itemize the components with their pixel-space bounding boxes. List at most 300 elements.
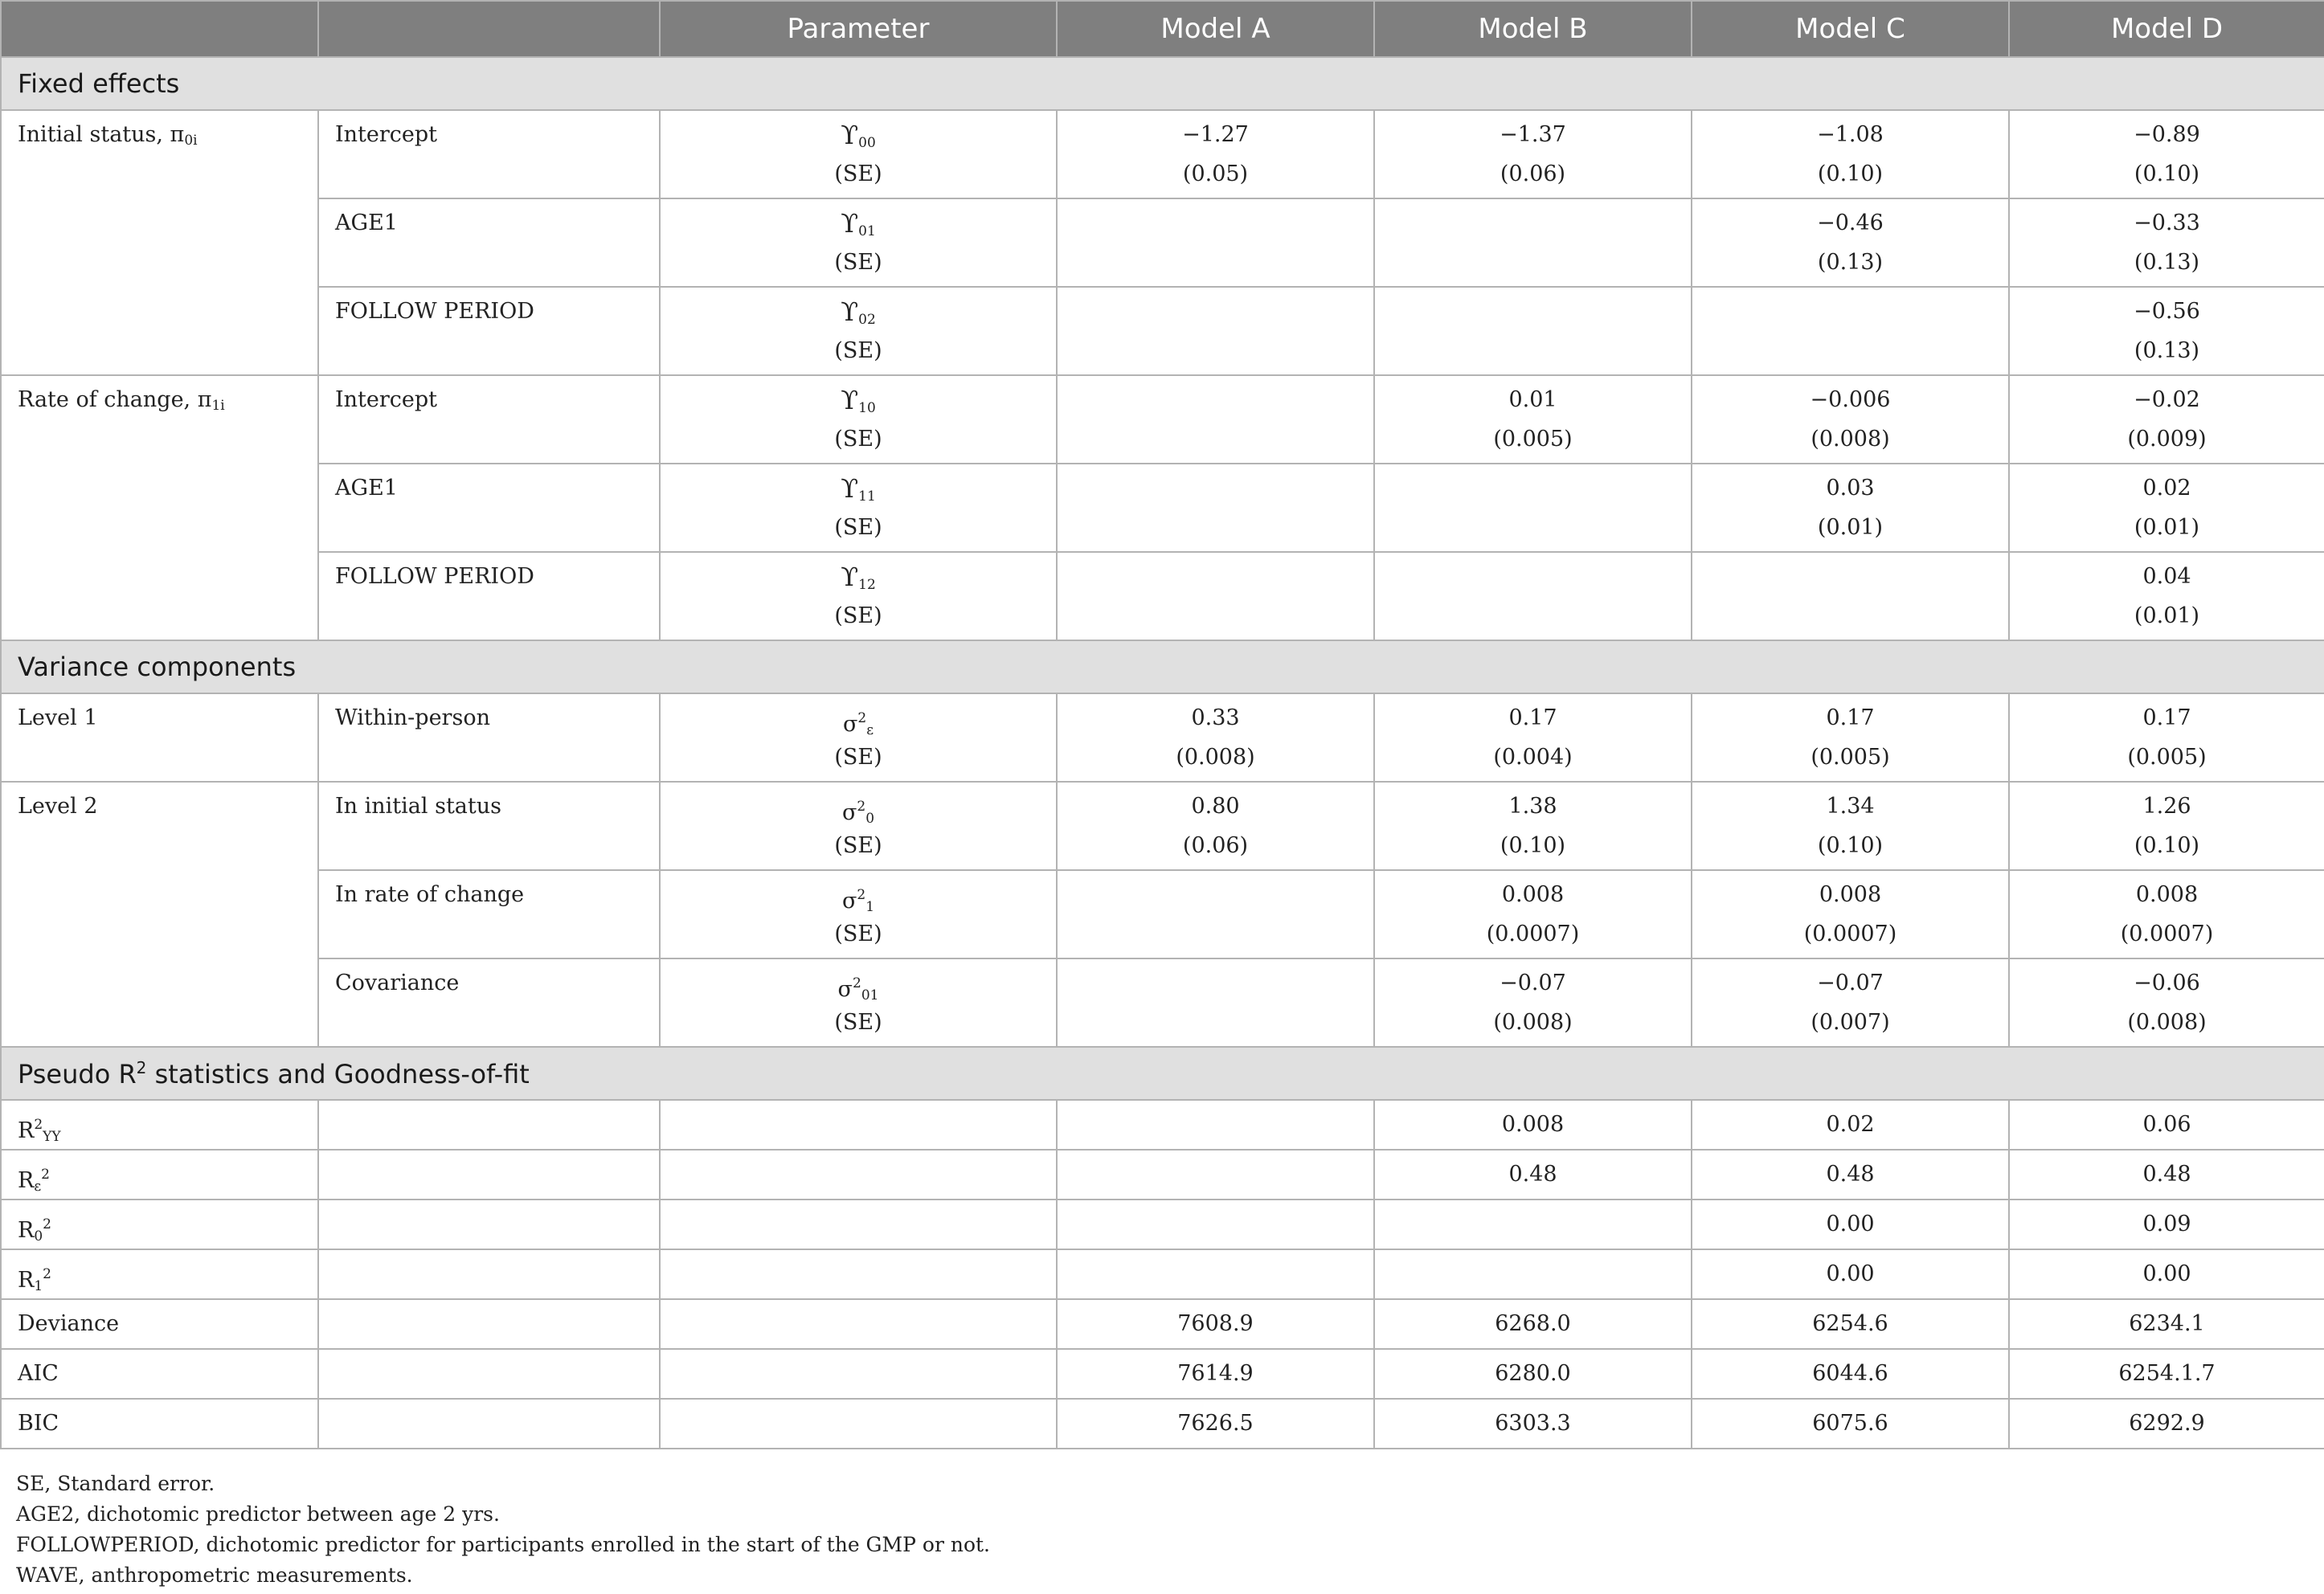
value-cell [2009,1349,2324,1399]
table-row [1,110,2324,198]
fit-statistic-superscript: 2 [43,1216,51,1232]
row-label [318,693,660,782]
table-row [1,287,2324,375]
estimate-value [1058,883,1373,907]
standard-error-value [1058,516,1373,540]
estimate-value: 1.38 [1508,794,1557,819]
value-cell [1692,552,2009,640]
empty-cell [318,1399,660,1449]
estimate-value [1375,565,1691,589]
estimate-value: 0.80 [1191,794,1240,819]
value-cell [1692,375,2009,464]
fit-value: 0.00 [1826,1212,1875,1236]
value-cell [1374,1200,1692,1249]
table-row [1,1249,2324,1299]
empty-cell [660,1299,1057,1349]
parameter-symbol-char: σ [842,712,858,737]
fit-value: 0.008 [1501,1112,1565,1137]
fit-value: 6254.1.7 [2118,1361,2216,1386]
parameter-symbol [661,385,1056,416]
fit-statistic-text [18,1262,317,1294]
value-cell [1057,110,1374,198]
estimate-value [1692,300,2008,324]
empty-cell [660,1249,1057,1299]
fit-statistic-name: Deviance [18,1311,120,1336]
fit-statistic-label [1,1200,318,1249]
row-label [318,552,660,640]
table-row [1,958,2324,1047]
footnote: AGE2, dichotomic predictor between age 2 yrs. [16,1502,500,1526]
fit-statistic-name: R [18,1168,35,1193]
estimate-value: −1.37 [1500,122,1566,147]
estimate-value: −0.46 [1817,210,1884,235]
parameter-subscript: 01 [858,223,876,239]
table-row [1,1349,2324,1399]
row-label-text: Intercept [335,387,438,412]
standard-error-value: (0.005) [2127,745,2207,770]
fit-statistic-name: R [18,1118,35,1143]
value-cell [1692,1200,2009,1249]
value-cell [1374,375,1692,464]
parameter-subscript: 00 [858,135,876,151]
estimate-value: −0.07 [1500,971,1566,995]
estimate-value [1058,300,1373,324]
row-group-subscript: 1i [211,398,225,414]
value-cell [1374,552,1692,640]
parameter-superscript: 2 [857,710,867,726]
parameter-symbol [661,795,1056,827]
fit-value [1375,1212,1691,1236]
table-row [1,1399,2324,1449]
estimate-value [1692,565,2008,589]
estimate-value: −0.06 [2134,971,2200,995]
standard-error-value [1375,251,1691,275]
standard-error-label: (SE) [834,161,882,186]
value-cell [1057,1399,1374,1449]
standard-error-value: (0.005) [1811,745,1890,770]
table-row [1,1299,2324,1349]
value-cell [1057,464,1374,552]
value-cell [1057,1100,1374,1150]
row-label-text: FOLLOW PERIOD [335,564,534,589]
estimate-value: 0.33 [1191,705,1240,730]
empty-cell [318,1349,660,1399]
parameter-symbol-char: σ [841,800,857,825]
row-group-name: Initial status, π [18,122,185,147]
standard-error-value: (0.0007) [1803,922,1897,946]
row-label-text: FOLLOW PERIOD [335,299,534,324]
fit-value: 0.00 [2142,1261,2191,1286]
standard-error-value: (0.13) [2134,338,2200,363]
table-row [1,464,2324,552]
value-cell [2009,1399,2324,1449]
parameter-cell [660,375,1057,464]
value-cell [1692,958,2009,1047]
fit-statistic-label [1,1299,318,1349]
estimate-value: 0.17 [1508,705,1557,730]
row-group-name: Level 1 [18,705,98,730]
header-cell-parameter: Parameter [660,1,1057,57]
parameter-symbol-char: ϒ [841,562,859,592]
empty-cell [318,1200,660,1249]
footnote: FOLLOWPERIOD, dichotomic predictor for participants enrolled in the start of the GMP or not. [16,1533,990,1556]
parameter-cell [660,287,1057,375]
header-cell-model-a: Model A [1057,1,1374,57]
value-cell [2009,782,2324,870]
value-cell [2009,958,2324,1047]
standard-error-value: (0.008) [1176,745,1255,770]
table-row [1,375,2324,464]
parameter-cell [660,110,1057,198]
value-cell [1374,693,1692,782]
fit-value [1058,1212,1373,1236]
parameter-symbol-char: σ [841,889,857,913]
value-cell [2009,110,2324,198]
value-cell [1692,198,2009,287]
value-cell [2009,375,2324,464]
table-row [1,870,2324,958]
section-row-pseudo-r2 [1,1047,2324,1100]
standard-error-value: (0.05) [1182,161,1249,186]
parameter-symbol [661,883,1056,915]
fit-statistic-label [1,1249,318,1299]
parameter-symbol-char: ϒ [841,208,859,239]
value-cell [2009,198,2324,287]
fit-statistic-text [18,1362,317,1386]
value-cell [1374,958,1692,1047]
estimate-value: 0.008 [1819,882,1882,907]
estimate-value: 0.008 [1501,882,1565,907]
section-row-variance [1,640,2324,693]
value-cell [2009,464,2324,552]
fit-statistic-superscript: 2 [43,1266,51,1282]
fit-value: 7614.9 [1177,1361,1254,1386]
standard-error-value: (0.01) [2134,515,2200,540]
fit-value: 6254.6 [1812,1311,1888,1336]
value-cell [1057,870,1374,958]
estimate-value: −0.07 [1817,971,1884,995]
fit-statistic-text [18,1163,317,1195]
table-body [1,57,2324,1449]
parameter-cell [660,552,1057,640]
standard-error-label: (SE) [834,427,882,452]
fit-value [1058,1262,1373,1286]
value-cell [1057,1150,1374,1200]
header-cell-model-d: Model D [2009,1,2324,57]
parameter-symbol [661,208,1056,239]
fit-value [1375,1262,1691,1286]
value-cell [2009,693,2324,782]
table-row [1,1200,2324,1249]
estimate-value: 0.03 [1826,476,1875,501]
table-row [1,198,2324,287]
row-label-text: AGE1 [335,210,398,235]
fit-statistic-label [1,1399,318,1449]
value-cell [1057,1200,1374,1249]
value-cell [2009,287,2324,375]
standard-error-value: (0.0007) [2120,922,2214,946]
value-cell [1057,958,1374,1047]
standard-error-value: (0.06) [1500,161,1566,186]
fit-statistic-label [1,1150,318,1200]
fit-statistic-subscript: 0 [34,1228,43,1245]
fit-value: 7608.9 [1177,1311,1254,1336]
estimate-value [1375,300,1691,324]
row-group-label [1,782,318,1047]
standard-error-value: (0.008) [1811,427,1890,452]
estimate-value: 0.04 [2142,564,2191,589]
value-cell [1692,1349,2009,1399]
standard-error-value [1058,922,1373,946]
value-cell [1374,287,1692,375]
parameter-subscript: 01 [861,987,879,1003]
value-cell [1374,464,1692,552]
standard-error-label: (SE) [834,833,882,858]
parameter-cell [660,782,1057,870]
row-label [318,870,660,958]
parameter-cell [660,464,1057,552]
row-label [318,375,660,464]
section-title-fixed: Fixed effects [1,57,2324,110]
standard-error-value: (0.0007) [1486,922,1580,946]
parameter-cell [660,958,1057,1047]
row-group-text [18,706,317,730]
standard-error-label: (SE) [834,515,882,540]
row-label-text: Intercept [335,122,438,147]
value-cell [2009,1100,2324,1150]
standard-error-value: (0.01) [1817,515,1884,540]
table-row [1,1150,2324,1200]
value-cell [1374,1249,1692,1299]
empty-cell [660,1200,1057,1249]
standard-error-value: (0.008) [1493,1010,1573,1035]
fit-statistic-text [18,1412,317,1436]
empty-cell [318,1100,660,1150]
row-label [318,198,660,287]
fit-statistic-subscript: 1 [34,1278,43,1294]
estimate-value [1058,211,1373,235]
estimate-value: −0.89 [2134,122,2200,147]
fit-value: 0.48 [1508,1162,1557,1187]
estimate-value: −0.02 [2134,387,2200,412]
estimate-value: 1.26 [2142,794,2191,819]
row-label-text: In rate of change [335,882,525,907]
row-group-name: Rate of change, π [18,387,212,412]
value-cell [1692,1100,2009,1150]
fit-value: 6280.0 [1495,1361,1571,1386]
row-label [318,287,660,375]
row-group-label [1,693,318,782]
value-cell [1057,693,1374,782]
standard-error-value: (0.007) [1811,1010,1890,1035]
parameter-symbol-char: ϒ [841,473,859,504]
table-row [1,693,2324,782]
standard-error-value: (0.005) [1493,427,1573,452]
parameter-subscript: ε [866,722,874,738]
header-cell-label [318,1,660,57]
footnote: SE, Standard error. [16,1472,215,1495]
value-cell [2009,870,2324,958]
value-cell [1374,1299,1692,1349]
table-row [1,782,2324,870]
table-row [1,552,2324,640]
parameter-symbol-char: σ [837,977,853,1002]
value-cell [1374,782,1692,870]
value-cell [2009,1200,2324,1249]
standard-error-label: (SE) [834,1010,882,1035]
estimate-value [1375,211,1691,235]
standard-error-value: (0.01) [2134,603,2200,628]
standard-error-value: (0.13) [1817,250,1884,275]
value-cell [1692,110,2009,198]
standard-error-value [1058,427,1373,452]
value-cell [1692,1150,2009,1200]
row-group-label [1,110,318,375]
value-cell [1057,375,1374,464]
value-cell [1374,1100,1692,1150]
value-cell [1057,198,1374,287]
fit-statistic-superscript: 2 [41,1167,50,1183]
section-title-variance: Variance components [1,640,2324,693]
parameter-symbol-char: ϒ [841,385,859,415]
fit-value: 6268.0 [1495,1311,1571,1336]
standard-error-value: (0.10) [1817,833,1884,858]
standard-error-value [1375,604,1691,628]
standard-error-value [1692,604,2008,628]
estimate-value [1058,565,1373,589]
fit-value: 0.06 [2142,1112,2191,1137]
fit-value: 0.02 [1826,1112,1875,1137]
empty-cell [660,1399,1057,1449]
row-label-text: Within-person [335,705,490,730]
parameter-subscript: 02 [858,312,876,328]
parameter-cell [660,693,1057,782]
fit-statistic-text [18,1212,317,1245]
fit-value: 6044.6 [1812,1361,1888,1386]
row-label-text: Covariance [335,971,460,995]
estimate-value [1058,971,1373,995]
standard-error-value [1058,251,1373,275]
estimate-value [1375,476,1691,501]
estimate-value [1058,476,1373,501]
fit-statistic-subscript: YY [43,1129,61,1145]
parameter-subscript: 12 [858,577,876,593]
parameter-symbol [661,296,1056,328]
value-cell [1374,1399,1692,1449]
empty-cell [318,1249,660,1299]
estimate-value: 0.02 [2142,476,2191,501]
value-cell [1692,1299,2009,1349]
parameter-cell [660,198,1057,287]
value-cell [1057,1249,1374,1299]
value-cell [1057,552,1374,640]
standard-error-value: (0.10) [1500,833,1566,858]
parameter-symbol-char: ϒ [841,296,859,327]
fit-value: 0.48 [2142,1162,2191,1187]
row-group-name: Level 2 [18,794,98,819]
standard-error-value [1058,1011,1373,1035]
estimate-value: 0.17 [1826,705,1875,730]
row-label [318,958,660,1047]
parameter-subscript: 11 [858,488,876,505]
parameter-symbol [661,562,1056,593]
empty-cell [660,1150,1057,1200]
estimate-value: −0.006 [1810,387,1891,412]
row-label [318,464,660,552]
empty-cell [318,1150,660,1200]
value-cell [2009,552,2324,640]
standard-error-value: (0.004) [1493,745,1573,770]
parameter-cell [660,870,1057,958]
fit-statistic-name: R [18,1268,35,1293]
value-cell [2009,1150,2324,1200]
standard-error-value: (0.008) [2127,1010,2207,1035]
fit-statistic-name: AIC [18,1361,59,1386]
fit-value: 0.48 [1826,1162,1875,1187]
row-label [318,782,660,870]
table-row [1,1100,2324,1150]
header-row [1,1,2324,57]
value-cell [1374,198,1692,287]
fit-value: 6292.9 [2129,1411,2205,1436]
standard-error-label: (SE) [834,922,882,946]
parameter-symbol [661,120,1056,151]
standard-error-value [1058,339,1373,363]
fit-statistic-label [1,1349,318,1399]
parameter-superscript: 2 [857,887,866,903]
section-title-pseudo-r2: Pseudo $R^2$ statistics and Goodness-of-fit [1,1047,2324,1100]
estimate-value: −1.27 [1182,122,1249,147]
fit-value: 7626.5 [1177,1411,1254,1436]
estimate-value [1058,388,1373,412]
estimate-value: −1.08 [1817,122,1884,147]
fit-statistic-name: R [18,1218,35,1243]
estimate-value: 0.01 [1508,387,1557,412]
estimate-value: −0.33 [2134,210,2200,235]
parameter-superscript: 2 [852,975,861,991]
standard-error-value: (0.009) [2127,427,2207,452]
value-cell [1057,1299,1374,1349]
value-cell [1692,693,2009,782]
value-cell [1374,870,1692,958]
parameter-symbol [661,473,1056,505]
row-group-text [18,123,317,147]
empty-cell [660,1100,1057,1150]
parameter-symbol [661,706,1056,738]
estimate-value: −0.56 [2134,299,2200,324]
estimate-value: 0.008 [2135,882,2199,907]
footnote: WAVE, anthropometric measurements. [16,1563,413,1587]
fit-value [1058,1113,1373,1137]
row-group-text [18,795,317,819]
parameter-superscript: 2 [857,799,866,815]
section-row-fixed [1,57,2324,110]
header-cell-model-c: Model C [1692,1,2009,57]
standard-error-value: (0.10) [2134,833,2200,858]
row-label-text: AGE1 [335,476,398,501]
standard-error-value [1058,604,1373,628]
fit-statistic-name: BIC [18,1411,59,1436]
fit-statistic-superscript: 2 [34,1117,43,1133]
value-cell [1692,464,2009,552]
value-cell [1374,1349,1692,1399]
row-group-text [18,388,317,412]
value-cell [1692,287,2009,375]
parameter-subscript: 0 [865,811,875,827]
fit-value: 6075.6 [1812,1411,1888,1436]
row-group-label [1,375,318,640]
standard-error-value: (0.10) [1817,161,1884,186]
